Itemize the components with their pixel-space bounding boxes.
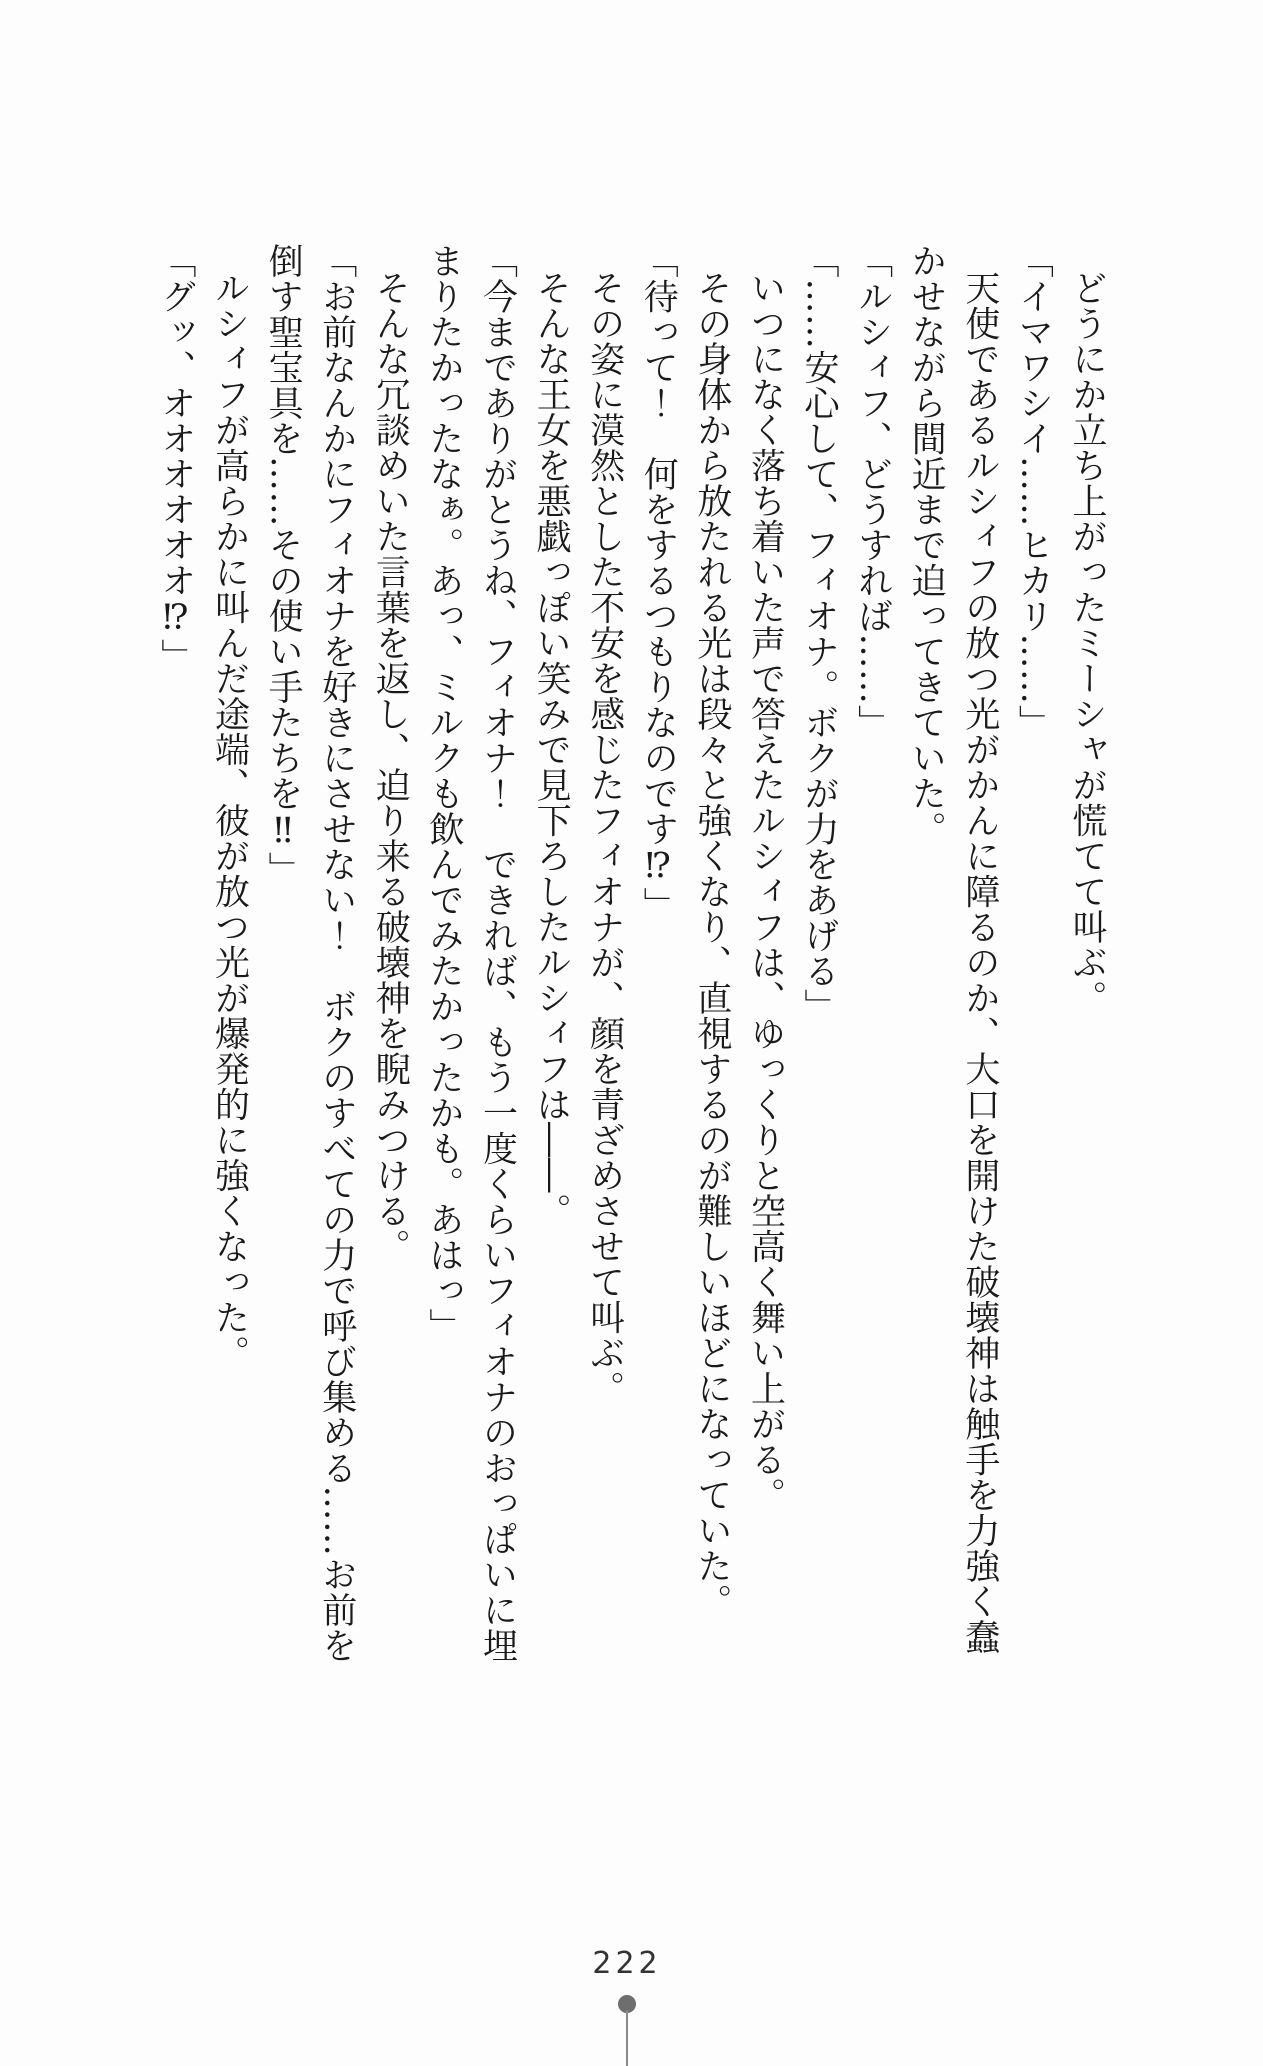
text-line: どうにか立ち上がったミーシャが慌てて叫ぶ。 <box>1067 270 1107 1016</box>
text-line: 「今までありがとうね、フィオナ！ できれば、もう一度くらいフィオナのおっぱいに埋 <box>477 243 518 1663</box>
text-line: 天使であるルシィフの放つ光がかんに障るのか、大口を開けた破壊神は触手を力強く蠢 <box>959 270 1000 1655</box>
text-line: 「イマワシイ……ヒカリ……」 <box>1013 243 1054 740</box>
text-line: ルシィフが高らかに叫んだ途端、彼が放つ光が爆発的に強くなった。 <box>209 270 250 1371</box>
text-line: 「ルシィフ、どうすれば……」 <box>852 243 893 740</box>
text-line: いつになく落ち着いた声で答えたルシィフは、ゆっくりと空高く舞い上がる。 <box>745 270 786 1513</box>
novel-text-block <box>148 243 1113 1673</box>
text-line: 「グッ、オオオオオオ⁉」 <box>155 243 196 674</box>
footer-ornament-line <box>626 2010 628 2066</box>
text-line: そんな王女を悪戯っぽい笑みで見下ろしたルシィフは――。 <box>531 270 572 1229</box>
text-line: 「お前なんかにフィオナを好きにさせない！ ボクのすべての力で呼び集める……お前を <box>316 243 357 1663</box>
page-footer <box>0 1946 1263 2066</box>
text-line: 「待って！ 何をするつもりなのです⁉」 <box>638 243 679 923</box>
text-line: その身体から放たれる光は段々と強くなり、直視するのが難しいほどになっていた。 <box>691 270 732 1619</box>
text-line: 「……安心して、フィオナ。ボクが力をあげる」 <box>799 243 840 1024</box>
text-line: 倒す聖宝具を……その使い手たちを‼」 <box>263 243 304 887</box>
text-line: かせながら間近まで迫ってきていた。 <box>906 243 947 847</box>
text-line: その姿に漠然とした不安を感じたフィオナが、顔を青ざめさせて叫ぶ。 <box>584 270 625 1406</box>
text-line: まりたかったなぁ。あっ、ミルクも飲んでみたかったかも。あはっ」 <box>423 243 464 1344</box>
text-line: そんな冗談めいた言葉を返し、迫り来る破壊神を睨みつける。 <box>370 270 411 1264</box>
page-number: 222 <box>592 1946 662 1981</box>
